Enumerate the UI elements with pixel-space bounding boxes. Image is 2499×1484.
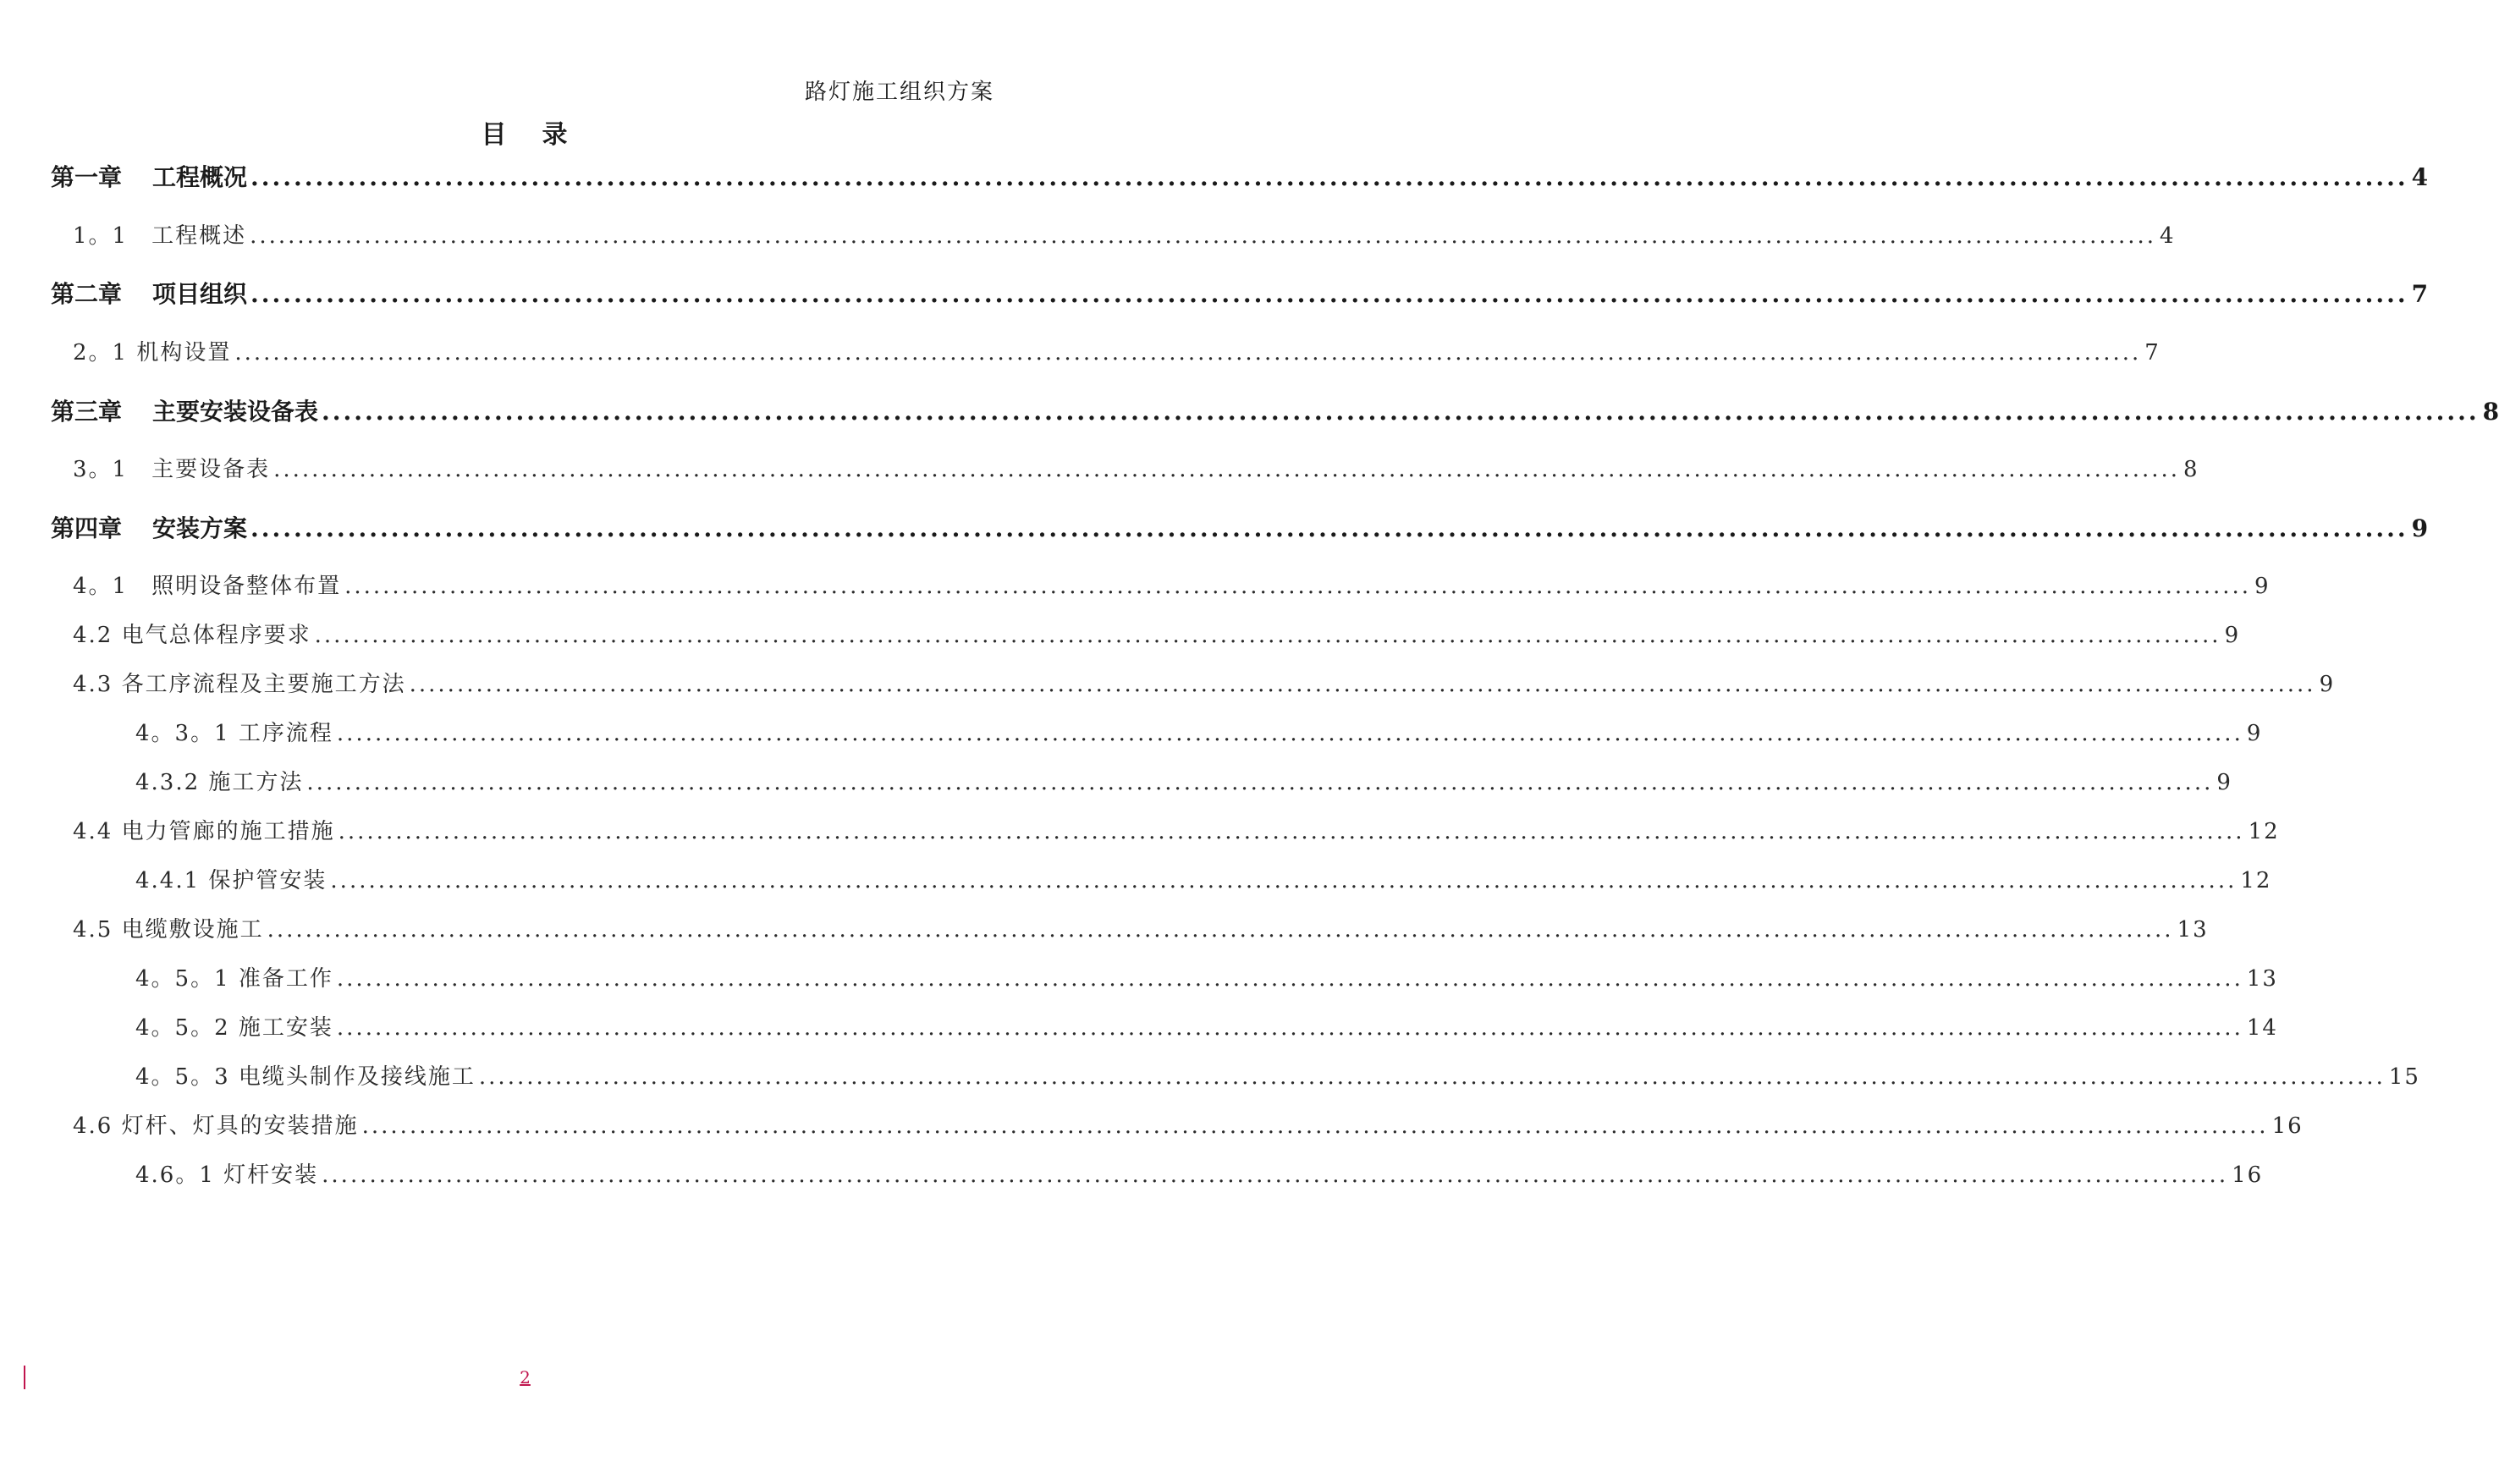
toc-section-entry[interactable] [73,569,2271,602]
page-number: 2 [520,1367,531,1388]
toc-dot-leader: ........................................................................................................................................................................................................ [336,966,2243,992]
toc-page-number: 12 [2240,868,2272,893]
toc-section-entry[interactable] [135,1157,2264,1191]
toc-dot-leader: ........................................................................................................................................................................................................ [250,514,2408,542]
toc-dot-leader: ........................................................................................................................................................................................................ [322,398,2480,426]
toc-entry-title: 4。5。2 施工安装 [135,1015,333,1041]
toc-dot-leader: ........................................................................................................................................................................................................ [336,1015,2243,1041]
toc-dot-leader: ........................................................................................................................................................................................................ [273,457,2181,482]
toc-chapter-label: 第一章 [51,163,123,191]
toc-dot-leader: ........................................................................................................................................................................................................ [306,770,2214,795]
toc-dot-leader: ........................................................................................................................................................................................................ [234,340,2142,366]
toc-entry-title: 4。3。1 工序流程 [135,721,333,746]
toc-page-number: 9 [2411,514,2429,542]
toc-chapter-title: 项目组织 [152,280,248,308]
toc-chapter-entry[interactable] [51,510,2429,544]
toc-dot-leader: ........................................................................................................................................................................................................ [250,163,2408,191]
toc-section-entry[interactable] [135,1059,2420,1093]
toc-page-number: 14 [2246,1015,2278,1041]
toc-chapter-entry[interactable] [51,393,2499,427]
toc-entry-title: 4.3.2 施工方法 [135,770,304,795]
toc-page-number: 4 [2411,163,2429,191]
toc-entry-title [51,510,247,544]
toc-chapter-label: 第三章 [51,398,123,426]
toc-heading-char-1: 目 [481,120,509,150]
toc-dot-leader: ........................................................................................................................................................................................................ [330,868,2238,893]
toc-entry-title: 4.4.1 保护管安装 [135,868,328,893]
toc-section-entry[interactable] [135,1010,2278,1044]
toc-chapter-entry[interactable] [51,276,2429,310]
toc-page-number: 9 [2319,672,2336,697]
toc-page-number: 9 [2224,623,2241,648]
toc-entry-title: 4.2 电气总体程序要求 [73,623,311,648]
toc-dot-leader: ........................................................................................................................................................................................................ [314,623,2221,648]
toc-section-entry[interactable] [73,335,2160,369]
toc-dot-leader: ........................................................................................................................................................................................................ [336,721,2243,746]
toc-page-number: 16 [2271,1113,2304,1139]
toc-page-number: 13 [2177,917,2209,943]
toc-section-entry[interactable] [73,912,2209,946]
toc-dot-leader: ........................................................................................................................................................................................................ [322,1162,2229,1188]
toc-dot-leader: ........................................................................................................................................................................................................ [409,672,2316,697]
toc-chapter-entry[interactable] [51,159,2429,193]
toc-page-number: 13 [2246,966,2278,992]
toc-dot-leader: ........................................................................................................................................................................................................ [250,223,2157,249]
toc-page-number: 9 [2246,721,2263,746]
toc-section-entry[interactable] [73,667,2336,701]
toc-entry-title [51,276,247,310]
toc-entry-title: 1。1 工程概述 [73,223,247,249]
toc-dot-leader: ........................................................................................................................................................................................................ [361,1113,2269,1139]
toc-entry-title: 4.4 电力管廊的施工措施 [73,819,335,844]
toc-entry-title: 4.5 电缆敷设施工 [73,917,264,943]
toc-chapter-label: 第四章 [51,514,123,542]
toc-page-number: 8 [2183,457,2199,482]
toc-chapter-title: 工程概况 [152,163,248,191]
toc-chapter-title: 主要安装设备表 [152,398,319,426]
toc-entry-title [51,393,318,427]
toc-heading [0,113,1050,151]
toc-section-entry[interactable] [135,716,2263,750]
toc-entry-title: 4.6。1 灯杆安装 [135,1162,319,1188]
toc-section-entry[interactable] [135,961,2278,995]
toc-section-entry[interactable] [73,218,2176,252]
toc-section-entry[interactable] [73,1108,2304,1142]
document-header-title: 路灯施工组织方案 [804,80,994,105]
toc-page-number: 15 [2388,1064,2420,1090]
toc-entry-title: 2。1 机构设置 [73,340,232,366]
toc-section-entry[interactable] [73,452,2199,486]
toc-page-number: 7 [2144,340,2160,366]
toc-entry-title: 4。5。1 准备工作 [135,966,333,992]
toc-page-number: 9 [2216,770,2232,795]
toc-chapter-label: 第二章 [51,280,123,308]
toc-entry-title [51,159,247,193]
toc-entry-title: 4。5。3 电缆头制作及接线施工 [135,1064,476,1090]
toc-dot-leader: ........................................................................................................................................................................................................ [250,280,2408,308]
toc-page-number: 4 [2160,223,2176,249]
toc-entry-title: 4.3 各工序流程及主要施工方法 [73,672,406,697]
toc-section-entry[interactable] [135,765,2232,799]
toc-entry-title: 4.6 灯杆、灯具的安装措施 [73,1113,359,1139]
toc-dot-leader: ........................................................................................................................................................................................................ [478,1064,2386,1090]
toc-page-number: 9 [2254,574,2271,599]
toc-chapter-title: 安装方案 [152,514,248,542]
toc-entry-title: 3。1 主要设备表 [73,457,271,482]
toc-entry-title: 4。1 照明设备整体布置 [73,574,342,599]
toc-page-number: 8 [2482,398,2499,426]
toc-section-entry[interactable] [135,863,2272,897]
toc-heading-char-2: 录 [542,120,570,150]
toc-dot-leader: ........................................................................................................................................................................................................ [267,917,2174,943]
toc-dot-leader: ........................................................................................................................................................................................................ [338,819,2245,844]
toc-section-entry[interactable] [73,814,2280,848]
toc-page-number: 12 [2248,819,2280,844]
toc-page-number: 16 [2232,1162,2264,1188]
toc-section-entry[interactable] [73,618,2241,651]
toc-page-number: 7 [2411,280,2429,308]
toc-dot-leader: ........................................................................................................................................................................................................ [344,574,2252,599]
